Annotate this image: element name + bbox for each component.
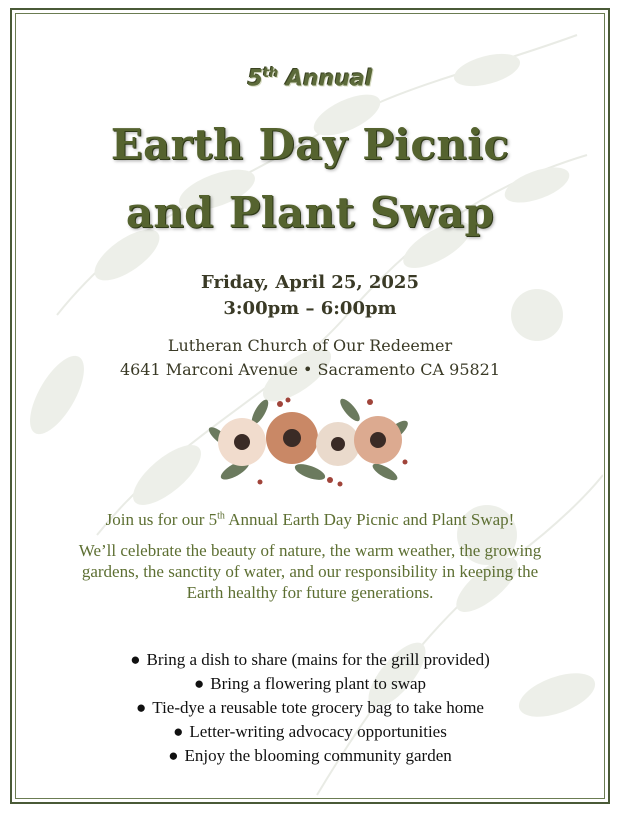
bullet-icon: ● (193, 674, 205, 693)
list-item-text: Letter-writing advocacy opportunities (189, 722, 447, 741)
paragraph-line-3: Earth healthy for future generations. (186, 583, 434, 602)
bullet-icon: ● (168, 746, 179, 765)
annual-heading (20, 66, 600, 91)
list-item (20, 720, 600, 744)
title-line-1: Earth Day Picnic (110, 120, 510, 169)
bullet-icon: ● (130, 650, 141, 669)
paragraph-line-2: gardens, the sanctity of water, and our responsibility in keeping the (81, 562, 539, 581)
event-time: 3:00pm – 6:00pm (223, 298, 397, 319)
annual-word: Annual (286, 66, 373, 92)
join-line (20, 510, 600, 530)
paragraph-line-1: We’ll celebrate the beauty of nature, the warm weather, the growing (78, 541, 542, 560)
list-item (20, 744, 600, 768)
venue-name: Lutheran Church of Our Redeemer (167, 336, 453, 355)
list-item-text: Tie-dye a reusable tote grocery bag to take home (152, 698, 484, 717)
list-item-text: Enjoy the blooming community garden (184, 746, 452, 765)
list-item-text: Bring a dish to share (mains for the grill provided) (146, 650, 490, 669)
list-item (20, 696, 600, 720)
join-rest: Annual Earth Day Picnic and Plant Swap! (224, 510, 515, 529)
event-date: Friday, April 25, 2025 (201, 272, 419, 293)
title-line-2: and Plant Swap (125, 188, 495, 237)
bullet-icon: ● (173, 722, 184, 741)
activity-list (20, 648, 600, 768)
venue-address: 4641 Marconi Avenue • Sacramento CA 95821 (119, 360, 501, 379)
list-item (20, 672, 600, 696)
event-venue (20, 334, 600, 382)
join-suffix: th (217, 510, 225, 522)
event-datetime (20, 270, 600, 322)
annual-number: 5 (247, 66, 263, 92)
flower-garland-icon (200, 392, 420, 492)
bullet-icon: ● (136, 698, 147, 717)
join-prefix: Join us for our 5 (105, 510, 218, 529)
list-item-text: Bring a flowering plant to swap (210, 674, 427, 693)
description-paragraph (20, 540, 600, 603)
list-item (20, 648, 600, 672)
annual-suffix: th (262, 66, 279, 81)
